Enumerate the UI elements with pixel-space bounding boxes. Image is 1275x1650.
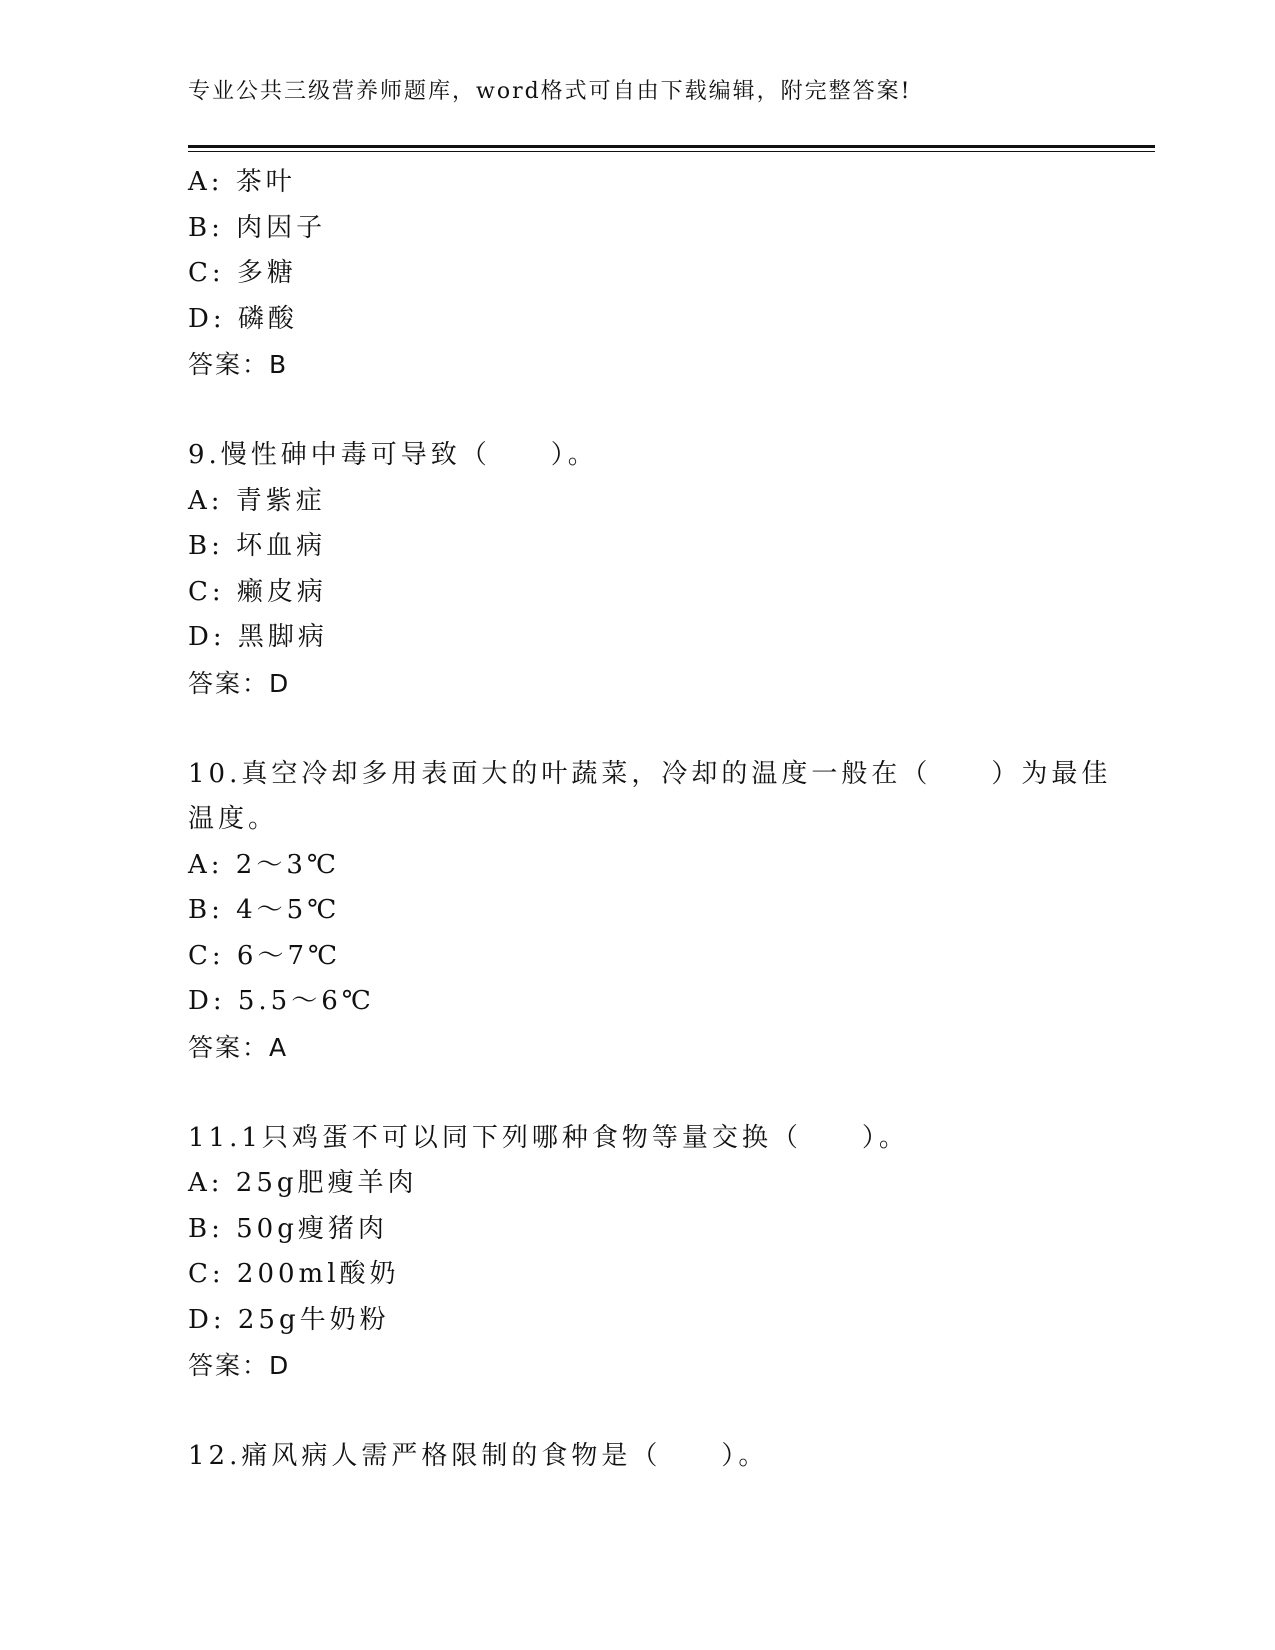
option-b: B: 肉因子	[188, 212, 327, 243]
question-stem: 11.1只鸡蛋不可以同下列哪种食物等量交换（ ）。	[188, 1122, 909, 1153]
option-a: A: 青紫症	[188, 485, 326, 516]
option-c: C: 200ml酸奶	[188, 1259, 400, 1289]
option-b: B: 坏血病	[188, 531, 327, 561]
option-c: C: 多糖	[188, 258, 297, 288]
spacer	[188, 388, 1155, 434]
question-stem: 12.痛风病人需严格限制的食物是（ ）。	[188, 1441, 769, 1471]
spacer	[188, 1389, 1155, 1435]
spacer	[188, 706, 1155, 752]
answer-line: 答案：A	[188, 1032, 289, 1062]
answer-line: 答案：D	[188, 1351, 291, 1380]
question-content	[188, 160, 1155, 1480]
option-d: D: 5.5～6℃	[188, 986, 375, 1016]
page-header: 专业公共三级营养师题库，word格式可自由下载编辑，附完整答案!	[188, 79, 912, 104]
option-b: B: 50g瘦猪肉	[188, 1213, 388, 1244]
option-a: A: 2～3℃	[188, 849, 340, 880]
question-stem: 10.真空冷却多用表面大的叶蔬菜，冷却的温度一般在（ ）为最佳	[188, 758, 1112, 789]
option-d: D: 25g牛奶粉	[188, 1304, 390, 1335]
option-d: D: 黑脚病	[188, 622, 328, 652]
header-rule-thin	[188, 151, 1155, 152]
question-stem: 9.慢性砷中毒可导致（ ）。	[188, 440, 598, 470]
option-c: C: 癞皮病	[188, 576, 327, 607]
answer-line: 答案：D	[188, 668, 291, 698]
header-rule-thick	[188, 145, 1155, 148]
option-a: A: 茶叶	[188, 167, 296, 197]
option-d: D: 磷酸	[188, 303, 298, 334]
spacer	[188, 1070, 1155, 1116]
option-c: C: 6～7℃	[188, 940, 342, 971]
option-b: B: 4～5℃	[188, 895, 341, 925]
question-stem-continued: 温度。	[188, 804, 279, 834]
answer-line: 答案：B	[188, 350, 289, 379]
option-a: A: 25g肥瘦羊肉	[188, 1168, 418, 1198]
